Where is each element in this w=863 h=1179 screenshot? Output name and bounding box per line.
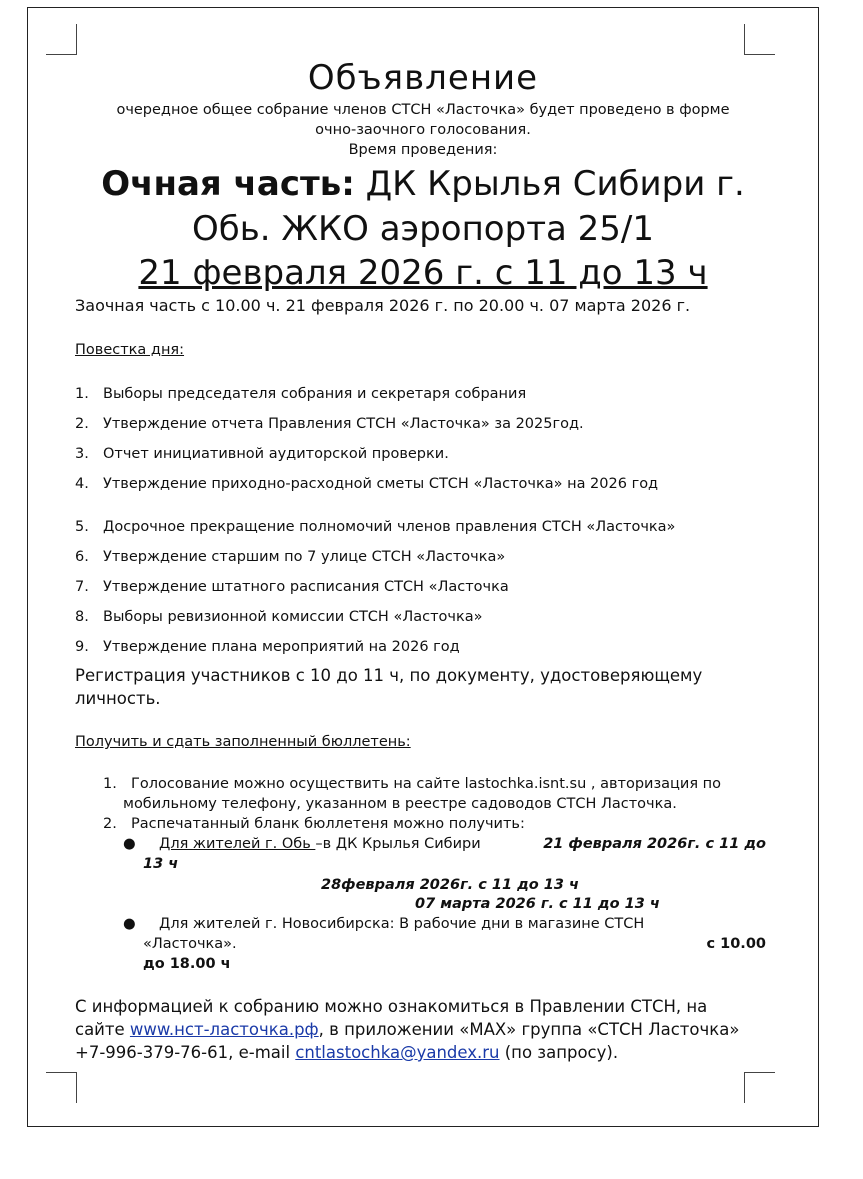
info-line-2 [75, 1020, 739, 1039]
agenda-item-num: 7. [75, 579, 89, 595]
bullet-1-rest: –в ДК Крылья Сибири [315, 836, 481, 852]
ballot-item-2 [103, 816, 525, 832]
agenda-item [75, 519, 675, 535]
zaochnaya-line: Заочная часть с 10.00 ч. 21 февраля 2026 г. по 20.00 ч. 07 марта 2026 г. [75, 296, 691, 315]
ballot-item-2-line-1: Распечатанный бланк бюллетеня можно получить: [131, 816, 525, 832]
agenda-item-num: 5. [75, 519, 89, 535]
agenda-item-num: 9. [75, 639, 89, 655]
ballot-bullet-1 [123, 836, 481, 852]
agenda-item-text: Выборы ревизионной комиссии СТСН «Ласточка» [103, 609, 483, 625]
agenda-item-text: Выборы председателя собрания и секретаря собрания [103, 386, 527, 402]
bullet-2-time-a: с 10.00 [706, 936, 766, 952]
ballot-item-1-line-1: Голосование можно осуществить на сайте lastochka.isnt.su , авторизация по [131, 776, 722, 792]
site-link[interactable]: www.нст-ласточка.рф [129, 1020, 319, 1039]
ballot-bullet-2 [123, 916, 644, 932]
heading-line-2: очно-заочного голосования. [315, 122, 531, 138]
crop-mark-top-left [46, 24, 77, 55]
agenda-item [75, 609, 482, 625]
agenda-item-num: 6. [75, 549, 89, 565]
info-line-2-post: , в приложении «MAX» группа «СТСН Ласточка» [318, 1020, 740, 1039]
bullet-1-date-1a: 21 февраля 2026г. с 11 до [543, 836, 766, 852]
agenda-item [75, 416, 584, 432]
info-line-1: С информацией к собранию можно ознакомиться в Правлении СТСН, на [75, 997, 708, 1016]
agenda-item [75, 386, 526, 402]
agenda-item-text: Утверждение плана мероприятий на 2026 год [103, 639, 460, 655]
crop-mark-bottom-right [744, 1072, 775, 1103]
ochnaya-place-2: Обь. ЖКО аэропорта 25/1 [191, 209, 654, 249]
bullet-dot-icon: ● [123, 836, 136, 852]
info-line-3-pre: +7-996-379-76-61, e-mail [75, 1043, 296, 1062]
heading-line-3: Время проведения: [348, 142, 498, 158]
bullet-1-date-1b: 13 ч [143, 856, 179, 872]
ballot-item-1-line-2: мобильному телефону, указанном в реестре садоводов СТСН Ласточка. [123, 796, 677, 812]
bullet-1-date-2: 28февраля 2026г. с 11 до 13 ч [321, 877, 579, 893]
heading-line-1: очередное общее собрание членов СТСН «Ласточка» будет проведено в форме [116, 102, 730, 118]
ballot-item-num: 1. [103, 776, 117, 792]
bullet-1-underlined: Для жителей г. Обь [159, 836, 316, 852]
bullet-2-line-1: Для жителей г. Новосибирска: В рабочие дни в магазине СТСН [159, 916, 645, 932]
bullet-1-date-3: 07 марта 2026 г. с 11 до 13 ч [415, 896, 660, 912]
announcement-title: Объявление [307, 58, 539, 98]
agenda-item-text: Утверждение отчета Правления СТСН «Ласточка» за 2025год. [103, 416, 584, 432]
ochnaya-place-1: ДК Крылья Сибири г. [354, 164, 745, 204]
agenda-item [75, 639, 460, 655]
agenda-item-text: Утверждение старшим по 7 улице СТСН «Ласточка» [103, 549, 506, 565]
email-link[interactable]: cntlastochka@yandex.ru [295, 1043, 500, 1062]
ochnaya-line-1 [27, 162, 819, 206]
agenda-item-num: 1. [75, 386, 89, 402]
agenda-item [75, 549, 505, 565]
info-line-2-pre: сайте [75, 1020, 130, 1039]
agenda-item-num: 2. [75, 416, 89, 432]
agenda-item [75, 579, 509, 595]
bullet-2-time-b: до 18.00 ч [143, 956, 231, 972]
agenda-item-text: Отчет инициативной аудиторской проверки. [103, 446, 449, 462]
agenda-item-text: Досрочное прекращение полномочий членов правления СТСН «Ласточка» [103, 519, 676, 535]
crop-mark-bottom-left [46, 1072, 77, 1103]
crop-mark-top-right [744, 24, 775, 55]
bullet-dot-icon: ● [123, 916, 136, 932]
agenda-item-text: Утверждение приходно-расходной сметы СТСН «Ласточка» на 2026 год [103, 476, 659, 492]
agenda-item [75, 476, 658, 492]
agenda-item-text: Утверждение штатного расписания СТСН «Ласточка [103, 579, 509, 595]
ochnaya-date: 21 февраля 2026 г. с 11 до 13 ч [138, 253, 708, 293]
registration-line-1: Регистрация участников с 10 до 11 ч, по документу, удостоверяющему [75, 666, 703, 685]
ballot-title: Получить и сдать заполненный бюллетень: [75, 734, 411, 750]
agenda-item-num: 3. [75, 446, 89, 462]
agenda-title: Повестка дня: [75, 342, 185, 358]
agenda-item-num: 4. [75, 476, 89, 492]
bullet-2-line-2: «Ласточка». [143, 936, 237, 952]
ballot-item-1 [103, 776, 721, 792]
info-line-3 [75, 1043, 618, 1062]
agenda-item-num: 8. [75, 609, 89, 625]
ochnaya-label: Очная часть: [101, 164, 355, 204]
info-line-3-post: (по запросу). [499, 1043, 619, 1062]
agenda-item [75, 446, 449, 462]
registration-line-2: личность. [75, 689, 161, 708]
ballot-item-num: 2. [103, 816, 117, 832]
